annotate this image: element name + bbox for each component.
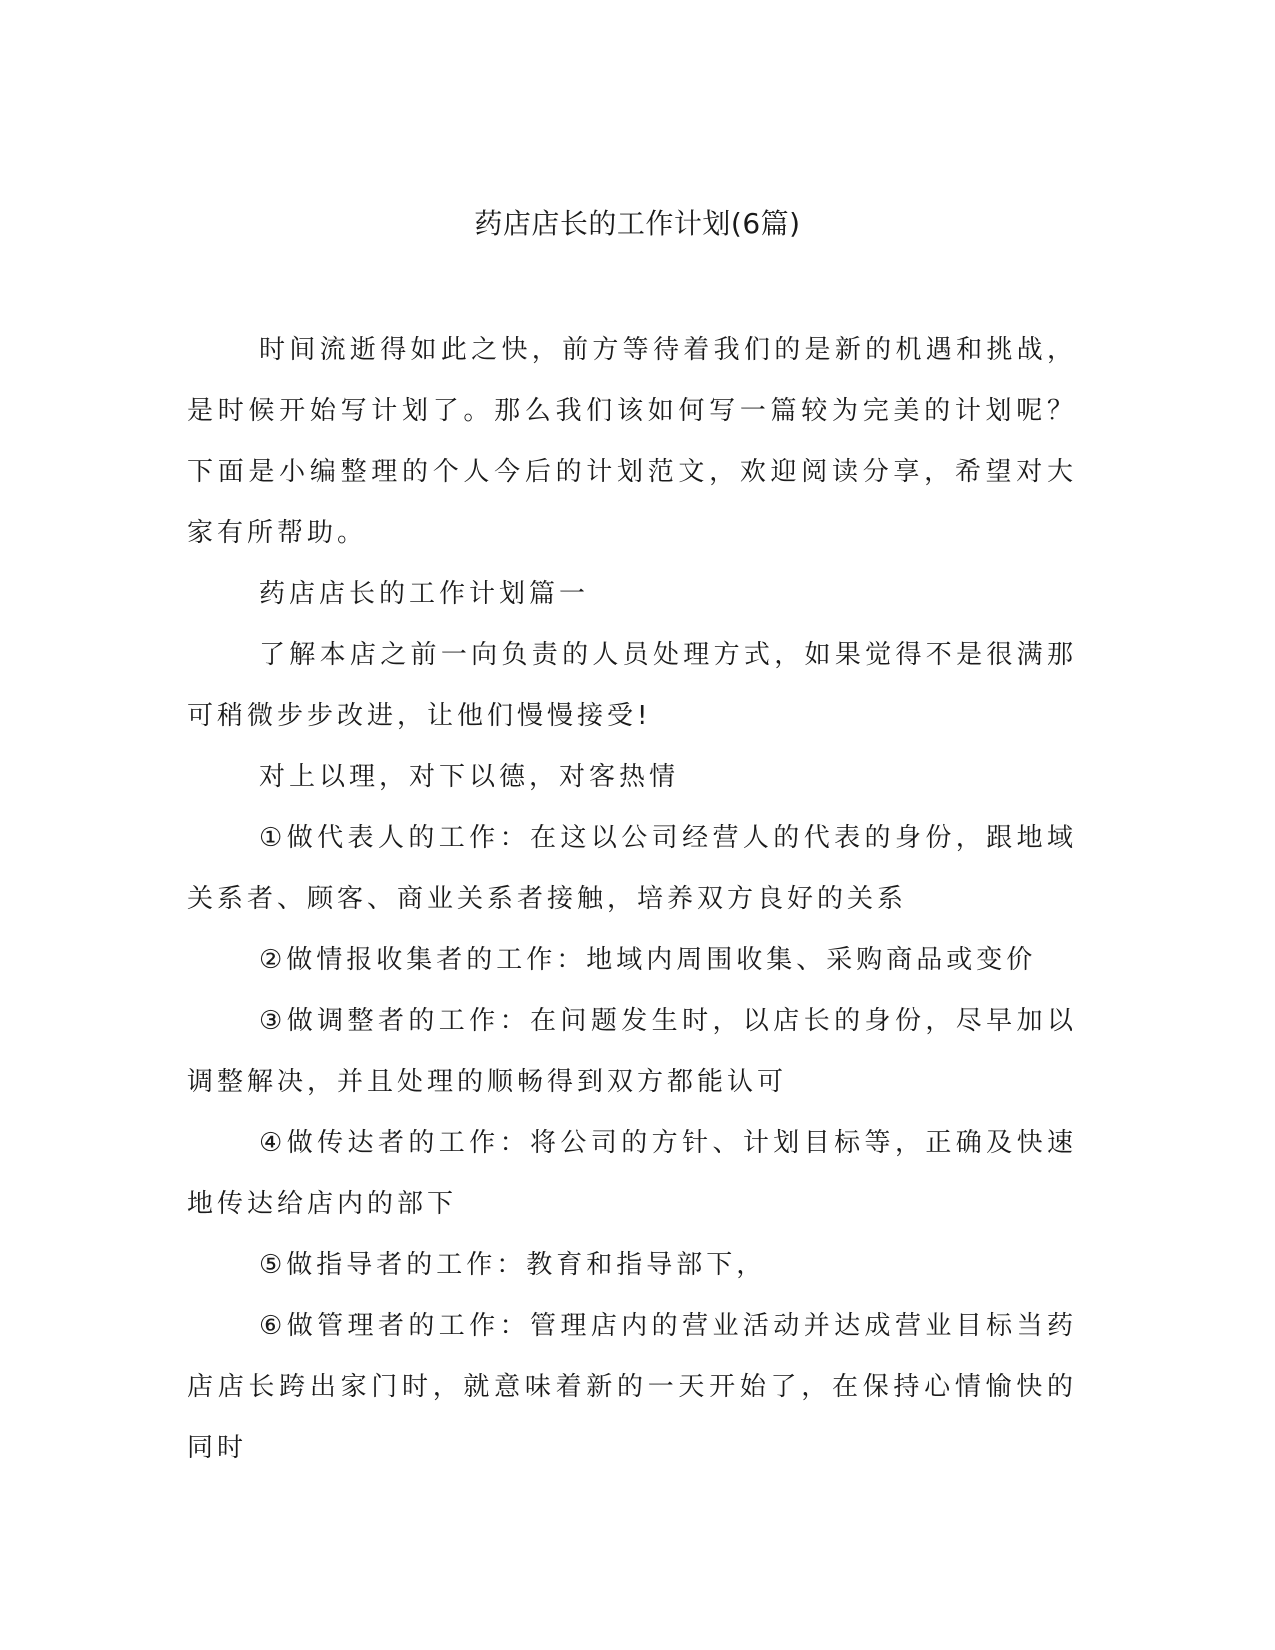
section-heading: 药店店长的工作计划篇一: [259, 579, 590, 609]
document-body: [187, 320, 1077, 1479]
paragraph: 对上以理，对下以德，对客热情: [259, 762, 680, 792]
document-title: 药店店长的工作计划(6篇): [474, 207, 801, 240]
paragraph: 了解本店之前一向负责的人员处理方式，如果觉得不是很满那可稍微步步改进，让他们慢慢接受!: [187, 640, 1077, 731]
list-item: ⑥做管理者的工作：管理店内的营业活动并达成营业目标当药店店长跨出家门时，就意味着新的一天开始了，在保持心情愉快的同时: [187, 1311, 1077, 1463]
list-item: ④做传达者的工作：将公司的方针、计划目标等，正确及快速地传达给店内的部下: [187, 1128, 1077, 1219]
list-item: ①做代表人的工作：在这以公司经营人的代表的身份，跟地域关系者、顾客、商业关系者接触，培养双方良好的关系: [187, 823, 1077, 914]
list-item: ②做情报收集者的工作：地域内周围收集、采购商品或变价: [259, 945, 1037, 975]
list-item: ③做调整者的工作：在问题发生时，以店长的身份，尽早加以调整解决，并且处理的顺畅得到双方都能认可: [187, 1006, 1077, 1097]
intro-paragraph: 时间流逝得如此之快，前方等待着我们的是新的机遇和挑战，是时候开始写计划了。那么我们该如何写一篇较为完美的计划呢？下面是小编整理的个人今后的计划范文，欢迎阅读分享，希望对大家有所帮助。: [187, 335, 1077, 548]
list-item: ⑤做指导者的工作：教育和指导部下，: [259, 1250, 767, 1280]
